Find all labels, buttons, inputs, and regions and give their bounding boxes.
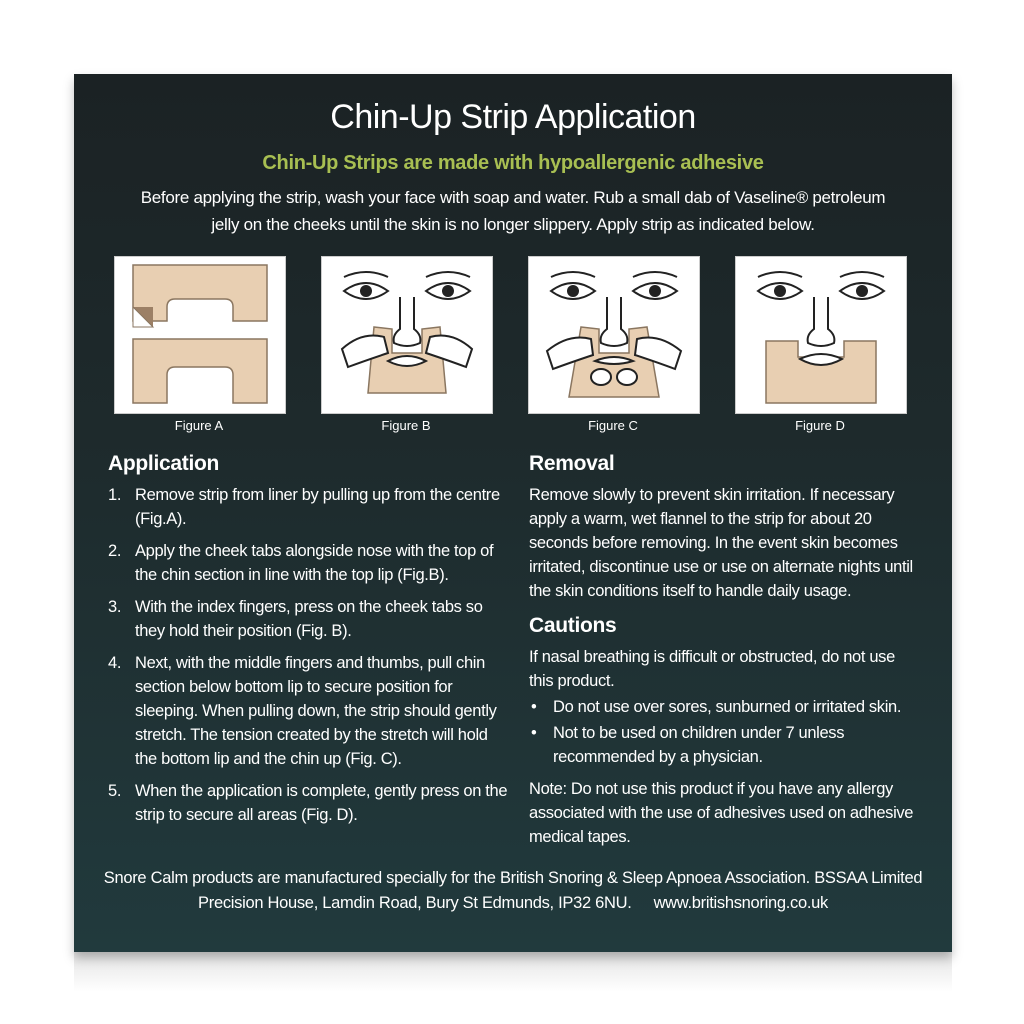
face-pull-chin-illustration — [529, 257, 699, 413]
face-strip-applied-illustration — [736, 257, 906, 413]
figure-d-label: Figure D — [795, 418, 845, 433]
figure-c — [528, 256, 700, 414]
intro-line-2: jelly on the cheeks until the skin is no longer slippery. Apply strip as indicated below. — [211, 215, 815, 234]
cautions-content — [529, 645, 921, 849]
application-heading: Application — [108, 452, 220, 475]
page-title: Chin-Up Strip Application — [330, 98, 696, 136]
list-item: 2. Apply the cheek tabs alongside nose with the top of the chin section in line with the top lip (Fig.B). — [108, 542, 494, 584]
figure-a — [114, 256, 286, 414]
list-item: 4. Next, with the middle fingers and thumbs, pull chin section below bottom lip to secure position for sleeping. When pulling down, the strip should gently stretch. The tension created by the stretch will hold the bottom lip and the chin up (Fig. C). — [108, 654, 497, 768]
intro-text — [114, 184, 912, 238]
list-item: • Not to be used on children under 7 unless recommended by a physician. — [531, 724, 845, 766]
cautions-note: Note: Do not use this product if you have any allergy associated with the use of adhesives used on adhesive medical tapes. — [529, 780, 914, 846]
figure-a-label: Figure A — [174, 418, 224, 433]
application-steps — [108, 483, 508, 835]
removal-heading: Removal — [529, 452, 615, 475]
intro-line-1: Before applying the strip, wash your face with soap and water. Rub a small dab of Vaseline® petroleum — [140, 188, 886, 207]
figure-b — [321, 256, 493, 414]
list-item: 1. Remove strip from liner by pulling up from the centre (Fig.A). — [108, 486, 500, 528]
list-item: • Do not use over sores, sunburned or irritated skin. — [531, 698, 902, 716]
figure-d — [735, 256, 907, 414]
list-item: 3. With the index fingers, press on the cheek tabs so they hold their position (Fig. B). — [108, 598, 483, 640]
cautions-intro: If nasal breathing is difficult or obstructed, do not use this product. — [529, 648, 895, 690]
removal-text: Remove slowly to prevent skin irritation. If necessary apply a warm, wet flannel to the strip for about 20 seconds before removing. In the event skin becomes irritated, discontinue use or use on alternate nights until the skin conditions itself to handle daily usage. — [529, 486, 913, 600]
footer — [74, 866, 952, 916]
card-shadow — [74, 952, 952, 992]
footer-website[interactable]: www.britishsnoring.co.uk — [653, 894, 828, 912]
face-fingers-press-illustration — [322, 257, 492, 413]
strip-liner-illustration — [115, 257, 285, 413]
footer-address: Precision House, Lamdin Road, Bury St Edmunds, IP32 6NU. — [198, 894, 632, 912]
figure-c-label: Figure C — [588, 418, 638, 433]
footer-line-2 — [74, 891, 952, 916]
subtitle: Chin-Up Strips are made with hypoallergenic adhesive — [262, 152, 764, 174]
cautions-heading: Cautions — [529, 614, 617, 637]
figure-b-label: Figure B — [381, 418, 431, 433]
list-item: 5. When the application is complete, gently press on the strip to secure all areas (Fig. D). — [108, 782, 508, 824]
instruction-card — [74, 74, 952, 952]
footer-line-1: Snore Calm products are manufactured specially for the British Snoring & Sleep Apnoea Association. BSSAA Limited — [103, 869, 923, 887]
